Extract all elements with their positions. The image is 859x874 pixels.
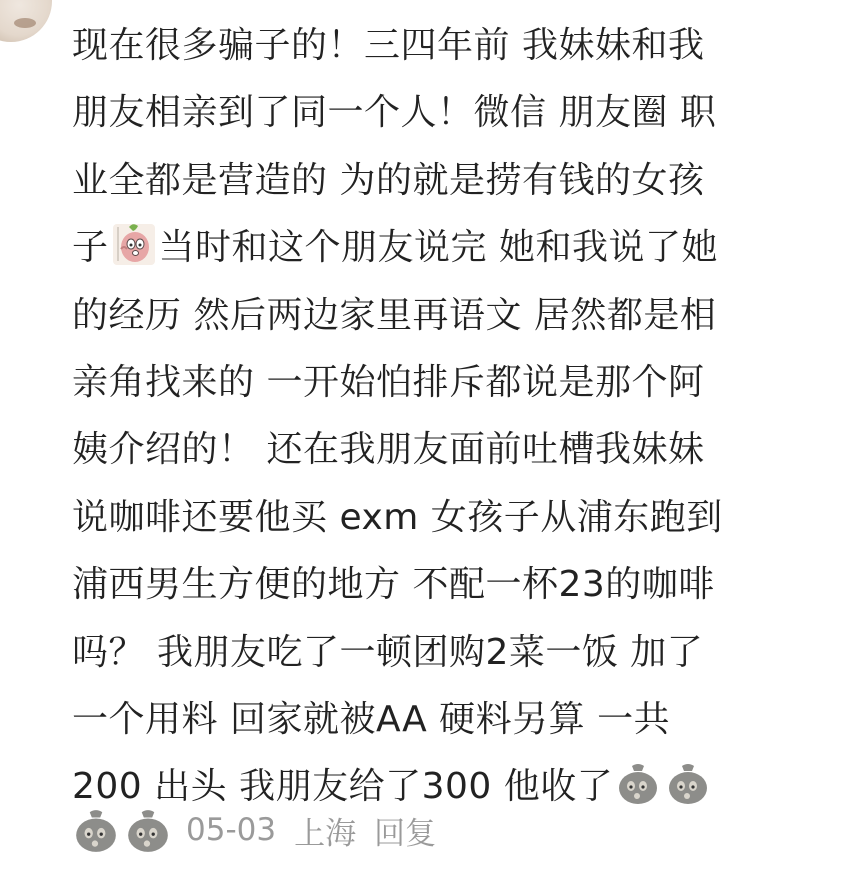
comment-text: 吗？ 我朋友吃了一顿团购2菜一饭 加了 [72,631,704,673]
comment-text: 当时和这个朋友说完 她和我说了她 [158,227,718,269]
shocked-bag-sticker-icon [615,760,661,806]
shocked-bag-sticker-icon [124,806,172,854]
comment-line [72,79,852,146]
reply-button[interactable]: 回复 [374,815,437,852]
comment-meta [72,800,436,860]
comment-text: 的经历 然后两边家里再语文 居然都是相 [72,294,717,336]
comment-body [72,12,852,821]
avatar-detail [14,18,36,28]
comment-line [72,214,852,281]
shocked-bag-sticker-icon [72,806,120,854]
comment-line [72,484,852,551]
comment-text: 200 出头 我朋友给了300 他收了 [72,766,614,808]
comment-line [72,12,852,79]
comment-text: 说咖啡还要他买 exm 女孩子从浦东跑到 [72,496,723,538]
comment-line [72,686,852,753]
comment-text: 业全都是营造的 为的就是捞有钱的女孩 [72,159,705,201]
comment-line [72,147,852,214]
comment-text: 一个用料 回家就被AA 硬料另算 一共 [72,698,671,740]
comment-line [72,282,852,349]
comment-text: 子 [72,227,109,269]
comment-location: 上海 [294,815,357,852]
comment-line [72,619,852,686]
avatar[interactable] [0,0,52,42]
peeking-eggplant-sticker-icon [111,221,157,267]
comment-text: 现在很多骗子的！三四年前 我妹妹和我 [72,25,705,66]
comment-line [72,551,852,618]
comment-text: 朋友相亲到了同一个人！微信 朋友圈 职 [72,92,717,134]
comment-line [72,416,852,483]
comment-text: 浦西男生方便的地方 不配一杯23的咖啡 [72,564,715,606]
comment-line [72,349,852,416]
comment-text: 亲角找来的 一开始怕排斥都说是那个阿 [72,361,705,403]
shocked-bag-sticker-icon [665,760,711,806]
comment-date: 05-03 [186,812,277,848]
comment-text: 姨介绍的！ 还在我朋友面前吐槽我妹妹 [72,429,705,471]
